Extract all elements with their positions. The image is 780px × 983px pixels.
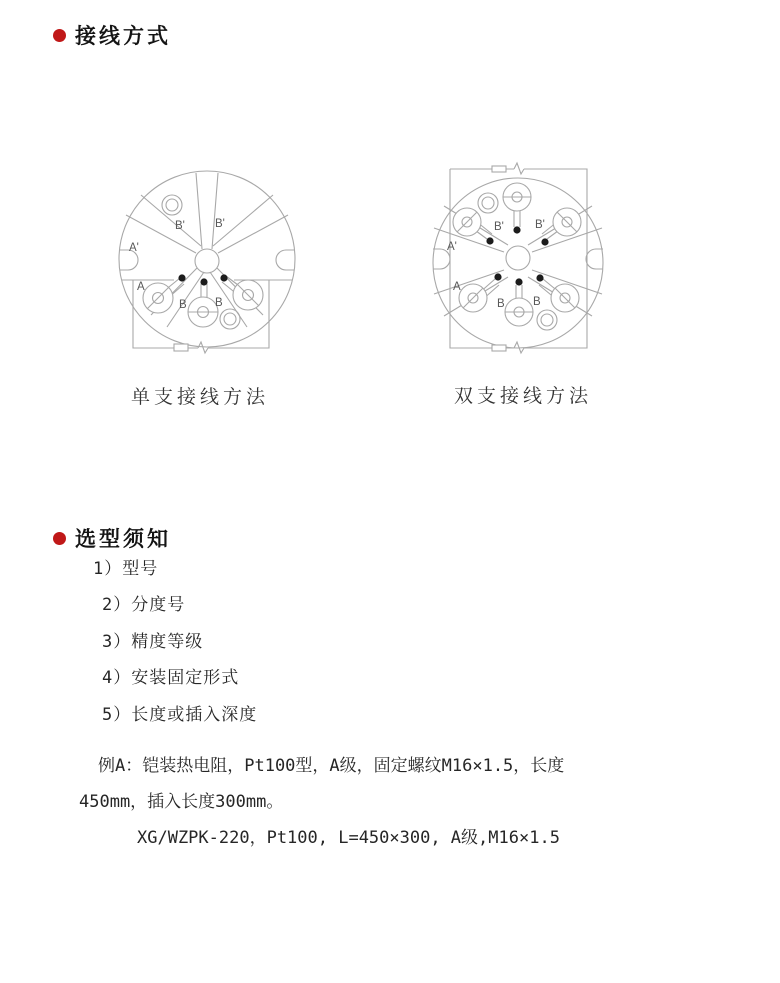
label-a-prime: A' bbox=[129, 242, 139, 254]
label-b-prime-right: B' bbox=[215, 218, 225, 230]
wiring-section-heading bbox=[53, 20, 171, 50]
selection-section-title: 选型须知 bbox=[75, 528, 171, 551]
list-item: 1）型号 bbox=[93, 559, 159, 579]
label-a-prime: A' bbox=[447, 241, 457, 253]
label-b-prime-left: B' bbox=[494, 221, 504, 233]
list-item: 2）分度号 bbox=[102, 595, 186, 616]
screw-terminals bbox=[143, 280, 263, 327]
example-text-line-1: 例A：铠装热电阻，Pt100型，A级，固定螺纹M16×1.5，长度 bbox=[98, 756, 565, 776]
label-b-right: B bbox=[215, 297, 223, 309]
label-b-left: B bbox=[179, 299, 187, 311]
wiring-section-title: 接线方式 bbox=[75, 25, 171, 48]
label-a: A bbox=[137, 281, 145, 293]
label-b-prime-left: B' bbox=[175, 220, 185, 232]
selection-section-heading bbox=[53, 523, 171, 553]
list-item: 3）精度等级 bbox=[102, 631, 204, 652]
label-b-left: B bbox=[497, 298, 505, 310]
single-diagram-caption: 单支接线方法 bbox=[130, 387, 269, 408]
red-bullet-icon bbox=[53, 29, 66, 42]
label-b-prime-right: B' bbox=[535, 219, 545, 231]
selection-items-list bbox=[93, 551, 257, 733]
list-item: 5）长度或插入深度 bbox=[102, 704, 258, 725]
terminal-dots bbox=[486, 226, 548, 285]
single-element-wiring-diagram bbox=[110, 158, 300, 363]
double-element-wiring-diagram bbox=[420, 148, 616, 363]
example-text-line-2: 450mm，插入长度300mm。 bbox=[79, 792, 284, 812]
list-item: 4）安装固定形式 bbox=[102, 668, 240, 689]
label-b-right: B bbox=[533, 296, 541, 308]
example-text-line-3: XG/WZPK-220，Pt100, L=450×300, A级,M16×1.5 bbox=[137, 828, 560, 848]
label-a: A bbox=[453, 281, 461, 293]
double-diagram-caption: 双支接线方法 bbox=[453, 386, 592, 407]
screw-terminals bbox=[453, 183, 581, 326]
red-bullet-icon bbox=[53, 532, 66, 545]
